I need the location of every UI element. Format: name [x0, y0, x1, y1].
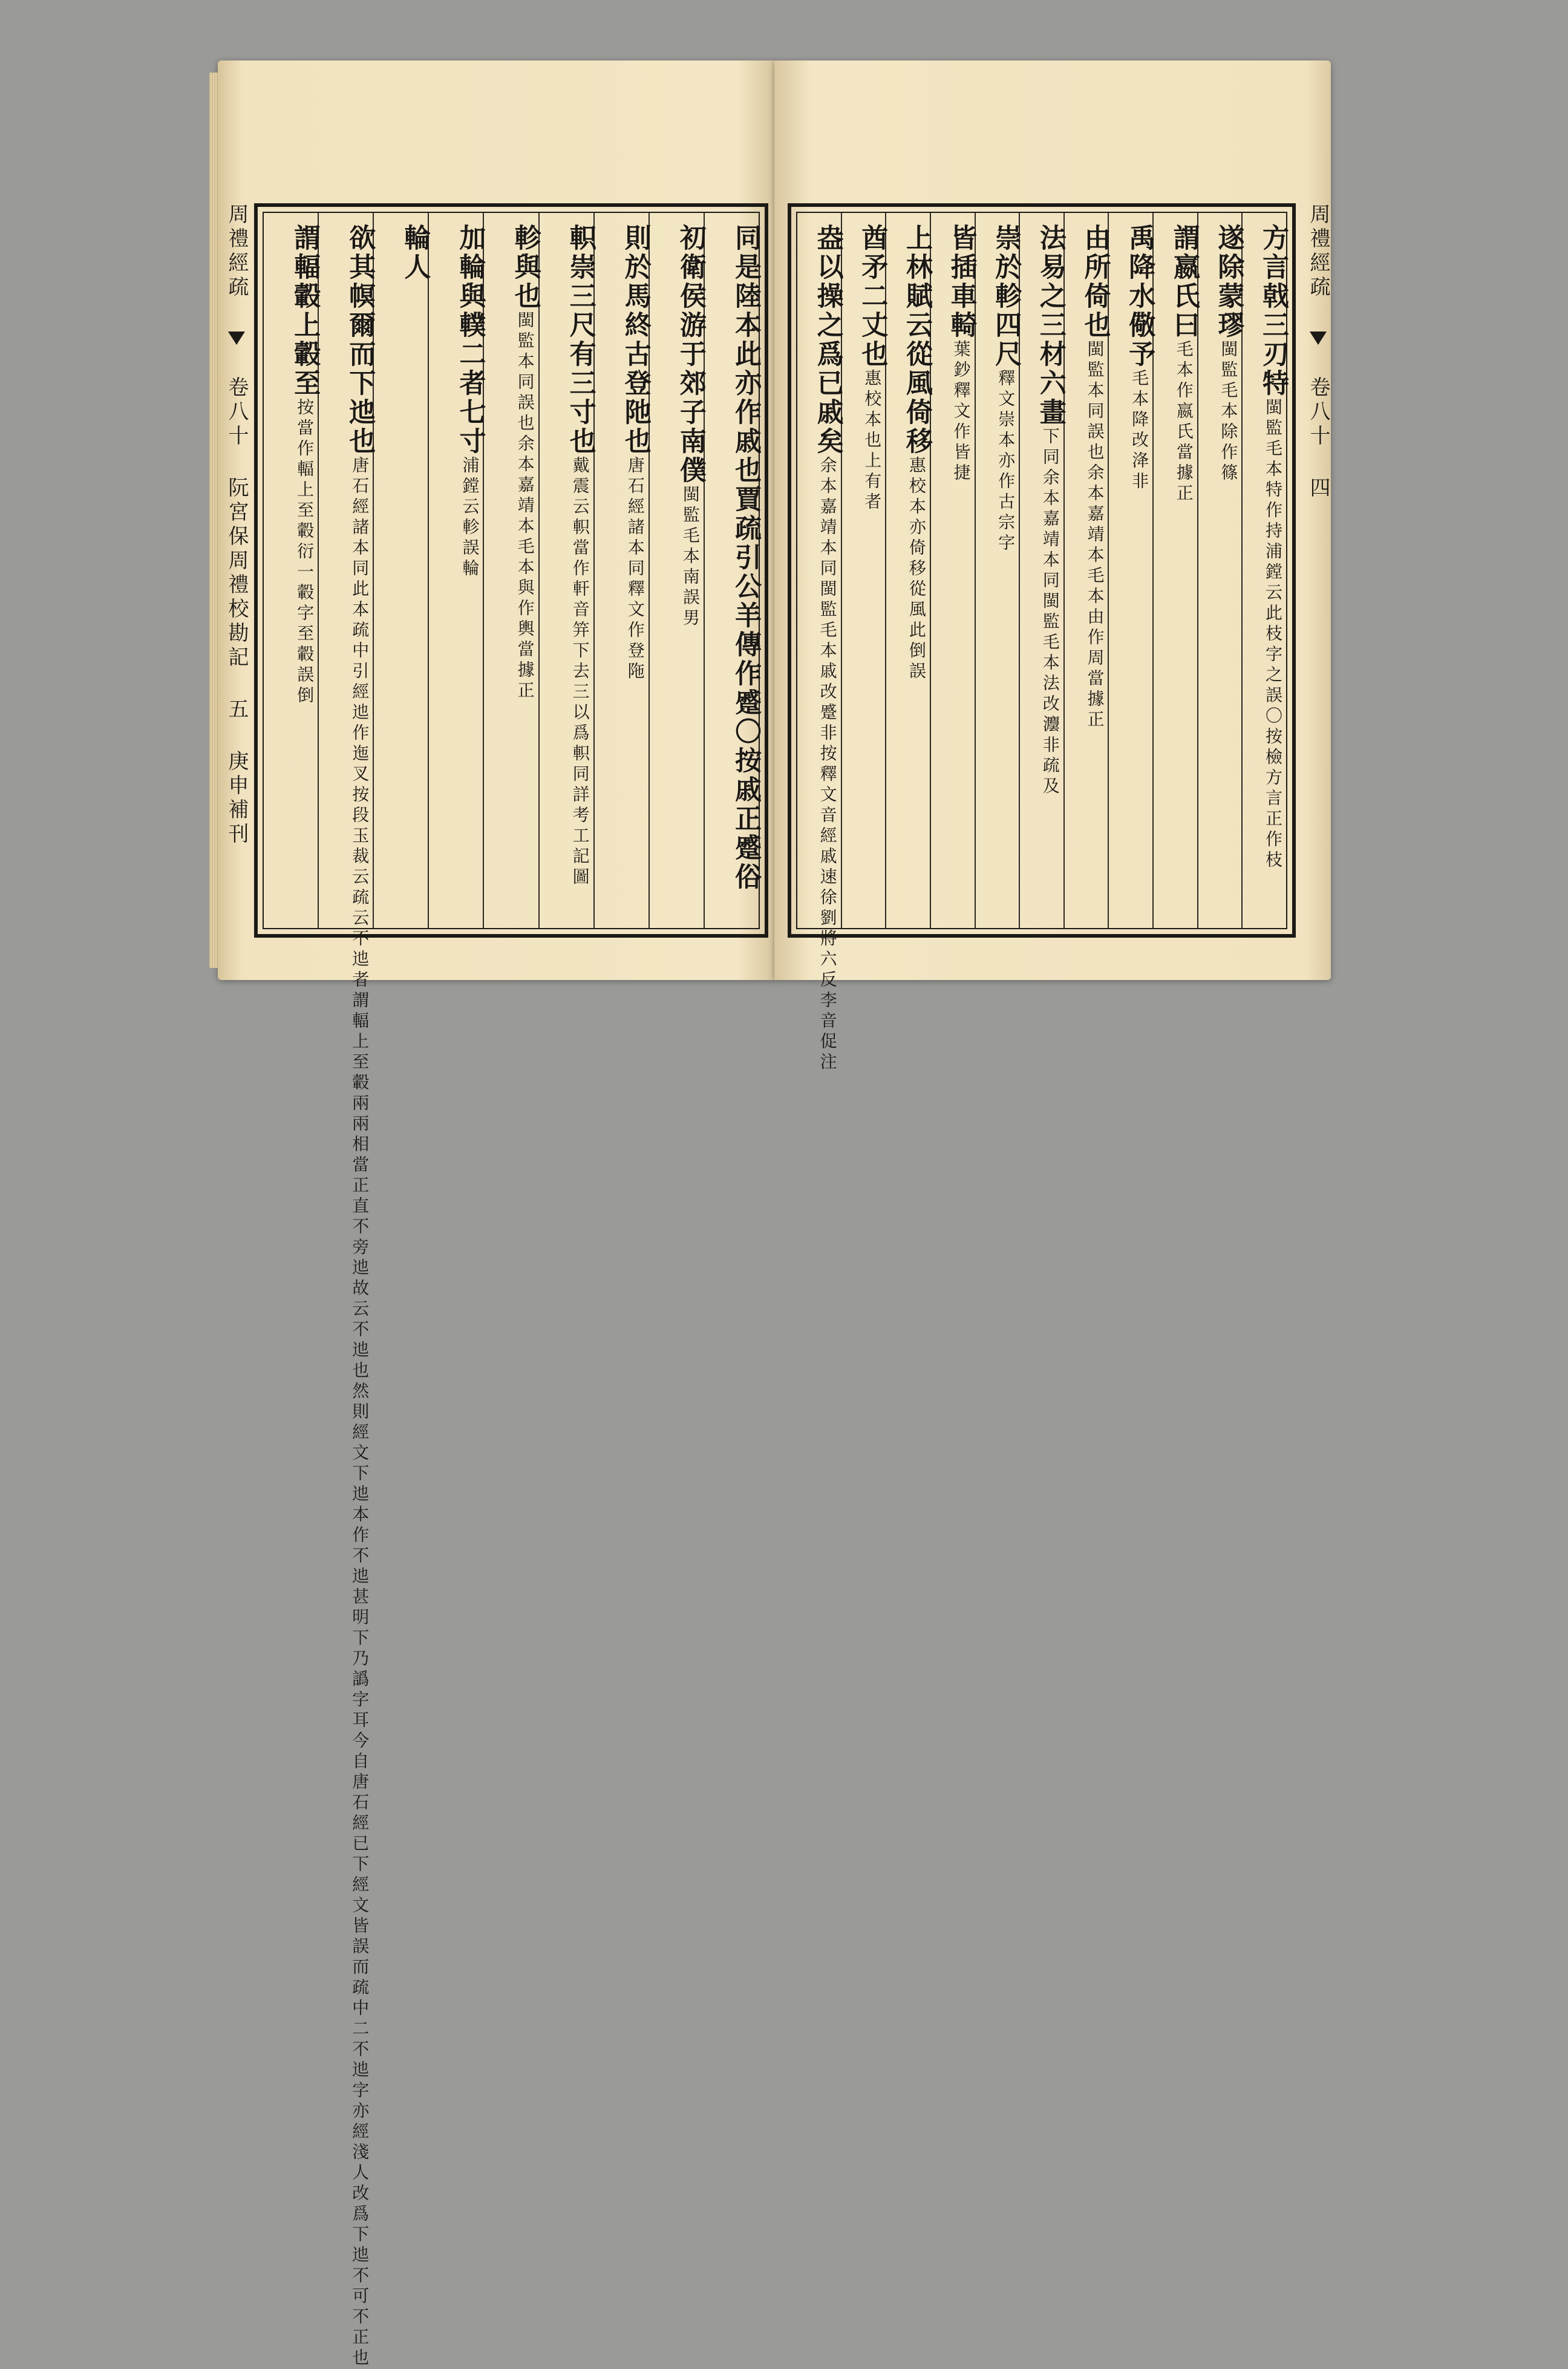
column-annotation: 戴震云軹當作軒音笄下去三以爲軹同詳考工記圖 — [570, 456, 590, 888]
column-annotation: 惠校本亦倚移從風此倒誤 — [906, 456, 927, 682]
column-main-text: 由所倚也 — [1079, 224, 1111, 340]
column-main-text: 軹崇三尺有三寸也 — [564, 224, 596, 456]
text-column — [373, 213, 431, 928]
text-column — [648, 213, 704, 928]
column-main-text: 禹降水儆予 — [1124, 224, 1155, 369]
column-main-text: 盎以操之爲已戚矣 — [812, 224, 843, 456]
text-column — [1241, 213, 1289, 928]
column-annotation: 唐石經諸本同此本疏中引經迆作迤叉按段玉裁云疏云不迆者謂輻上至轂兩兩相當正直不旁迆故云不迆也然則經文下迆本作不迆甚明下乃譌字耳今自唐石經已下經文皆誤而疏中二不迆字亦經淺人改爲下迆不可不正也 — [350, 456, 370, 2369]
column-annotation: 按當作輻上至轂衍一轂字至轂誤倒 — [295, 398, 315, 707]
column-annotation: 閩監毛本特作持浦鏜云此枝字之誤〇按檢方言正作枝 — [1263, 398, 1283, 871]
text-column — [1152, 213, 1200, 928]
column-main-text: 同是陸本此亦作戚也賈疏引公羊傳作蹙〇按戚正蹙俗 — [730, 224, 761, 892]
text-column — [264, 213, 321, 928]
column-annotation: 下同余本嘉靖本同閩監毛本法改灋非疏及 — [1040, 427, 1060, 797]
column-main-text: 欲其幎爾而下迆也 — [344, 224, 376, 456]
text-column — [1197, 213, 1242, 928]
right-page-margin — [1297, 203, 1333, 938]
right-columns — [797, 213, 1289, 1073]
column-annotation: 閩監本同誤也余本嘉靖本毛本由作周當據正 — [1085, 340, 1105, 731]
text-column — [1108, 213, 1155, 928]
right-text-frame — [788, 203, 1296, 1073]
margin-title: 周禮經疏 — [224, 203, 249, 300]
right-page — [774, 60, 1331, 1073]
text-column — [930, 213, 975, 928]
left-page-margin — [215, 203, 252, 938]
text-column — [1063, 213, 1111, 928]
column-annotation: 惠校本也上有者 — [862, 369, 883, 513]
column-main-text: 謂嬴氏曰 — [1168, 224, 1200, 340]
column-main-text: 初衛侯游于郊子南僕 — [675, 224, 706, 485]
column-annotation: 毛本作嬴氏當據正 — [1174, 340, 1194, 505]
margin-title: 周禮經疏 — [1306, 203, 1330, 300]
margin-volume: 卷八十 — [1306, 376, 1330, 449]
column-main-text: 皆插車輢 — [946, 224, 977, 340]
fishtail-mark-icon — [228, 332, 245, 345]
text-column — [885, 213, 930, 928]
margin-edition: 庚申補刊 — [224, 750, 249, 847]
text-column — [797, 213, 843, 1073]
text-column — [318, 213, 376, 2369]
column-annotation: 釋文崇本亦作古宗字 — [996, 369, 1016, 554]
column-annotation: 浦鏜云軫誤輪 — [460, 456, 480, 580]
column-main-text: 酋矛二丈也 — [857, 224, 888, 369]
column-main-text: 軫與也 — [509, 224, 541, 311]
margin-page-number: 五 — [224, 698, 249, 722]
text-column — [704, 213, 759, 928]
column-annotation: 葉鈔釋文作皆捷 — [951, 340, 972, 484]
column-main-text: 崇於軫四尺 — [990, 224, 1022, 369]
text-column — [483, 213, 541, 928]
text-column — [593, 213, 651, 928]
column-main-text: 輪人 — [399, 224, 431, 282]
margin-volume: 卷八十 — [224, 376, 249, 449]
text-column — [428, 213, 486, 928]
column-annotation: 閩監毛本除作篠 — [1218, 340, 1239, 484]
column-annotation: 余本嘉靖本同閩監毛本戚改蹙非按釋文音經戚速徐劉將六反李音促注 — [817, 456, 838, 1073]
left-page — [218, 60, 774, 2369]
column-main-text: 方言戟三刃特 — [1258, 224, 1289, 398]
text-column — [841, 213, 886, 928]
column-annotation: 毛本降改洚非 — [1129, 369, 1150, 492]
column-main-text: 上林賦云從風倚移 — [901, 224, 932, 456]
margin-publisher: 阮宮保周禮校勘記 — [224, 477, 249, 670]
column-main-text: 則於馬終古登阤也 — [619, 224, 651, 456]
fishtail-mark-icon — [1310, 332, 1327, 345]
column-annotation: 唐石經諸本同釋文作登陁 — [625, 456, 645, 682]
column-main-text: 謂輻轂上轂至 — [289, 224, 321, 398]
left-columns — [264, 213, 761, 2369]
column-annotation: 閩監本同誤也余本嘉靖本毛本與作輿當據正 — [515, 311, 535, 702]
column-main-text: 法易之三材六畫 — [1034, 224, 1066, 427]
margin-page-number: 四 — [1306, 477, 1330, 501]
text-column — [975, 213, 1022, 928]
open-book — [218, 60, 1331, 2369]
text-column — [1019, 213, 1066, 928]
column-main-text: 加輪與轐二者七寸 — [454, 224, 486, 456]
left-text-frame — [254, 203, 768, 2369]
text-column — [538, 213, 596, 928]
column-annotation: 閩監毛本南誤男 — [680, 485, 701, 629]
column-main-text: 遂除蒙璆 — [1213, 224, 1244, 340]
